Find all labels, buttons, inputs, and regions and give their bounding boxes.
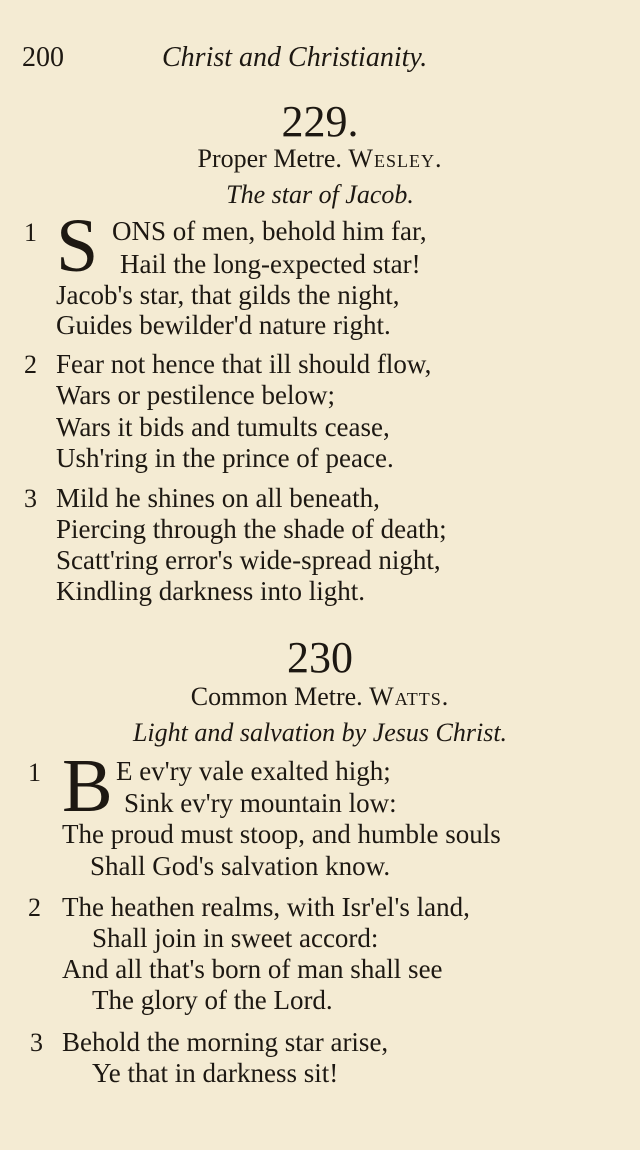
stanza-number: 3: [30, 1028, 43, 1057]
running-title: Christ and Christianity.: [162, 42, 428, 73]
verse-line: E ev'ry vale exalted high;: [116, 756, 391, 786]
verse-line: The proud must stoop, and humble souls: [62, 819, 501, 849]
verse-line: Shall God's salvation know.: [90, 851, 391, 881]
drop-cap: B: [62, 744, 113, 828]
stanza-number: 1: [24, 218, 37, 247]
drop-cap: S: [56, 204, 99, 288]
verse-line: The heathen realms, with Isr'el's land,: [62, 892, 470, 922]
verse-line: Piercing through the shade of death;: [56, 514, 447, 544]
verse-line: Sink ev'ry mountain low:: [124, 788, 397, 818]
metre-label: Proper Metre.: [197, 144, 342, 173]
verse-line: Mild he shines on all beneath,: [56, 483, 380, 513]
verse-line: Jacob's star, that gilds the night,: [56, 280, 400, 310]
verse-line: Fear not hence that ill should flow,: [56, 349, 432, 379]
page-number: 200: [22, 42, 64, 73]
stanza-number: 1: [28, 758, 41, 787]
verse-line: Behold the morning star arise,: [62, 1027, 389, 1057]
verse-line: Scatt'ring error's wide-spread night,: [56, 545, 441, 575]
verse-line: Hail the long-expected star!: [120, 249, 421, 279]
hymn-author: Watts.: [369, 682, 450, 711]
verse-line: Kindling darkness into light.: [56, 576, 365, 606]
verse-line: Wars it bids and tumults cease,: [56, 412, 390, 442]
running-head: [22, 42, 620, 76]
hymn-author: Wesley.: [348, 144, 443, 173]
hymn-metre: [0, 682, 640, 712]
verse-line: Guides bewilder'd nature right.: [56, 310, 391, 340]
metre-label: Common Metre.: [190, 682, 363, 711]
stanza-number: 3: [24, 484, 37, 513]
verse-line: Ush'ring in the prince of peace.: [56, 443, 394, 473]
hymn-number: 230: [287, 633, 353, 682]
hymn-subtitle: Light and salvation by Jesus Christ.: [132, 718, 508, 747]
verse-line: Wars or pestilence below;: [56, 380, 335, 410]
stanza-number: 2: [24, 350, 37, 379]
verse-line: ONS of men, behold him far,: [112, 216, 427, 246]
verse-line: And all that's born of man shall see: [62, 954, 443, 984]
verse-line: Shall join in sweet accord:: [92, 923, 379, 953]
hymn-metre: [0, 144, 640, 174]
verse-line: Ye that in darkness sit!: [92, 1058, 339, 1088]
stanza-number: 2: [28, 893, 41, 922]
hymn-subtitle: The star of Jacob.: [226, 180, 414, 209]
verse-line: The glory of the Lord.: [92, 985, 333, 1015]
hymn-number: 229.: [281, 97, 359, 146]
